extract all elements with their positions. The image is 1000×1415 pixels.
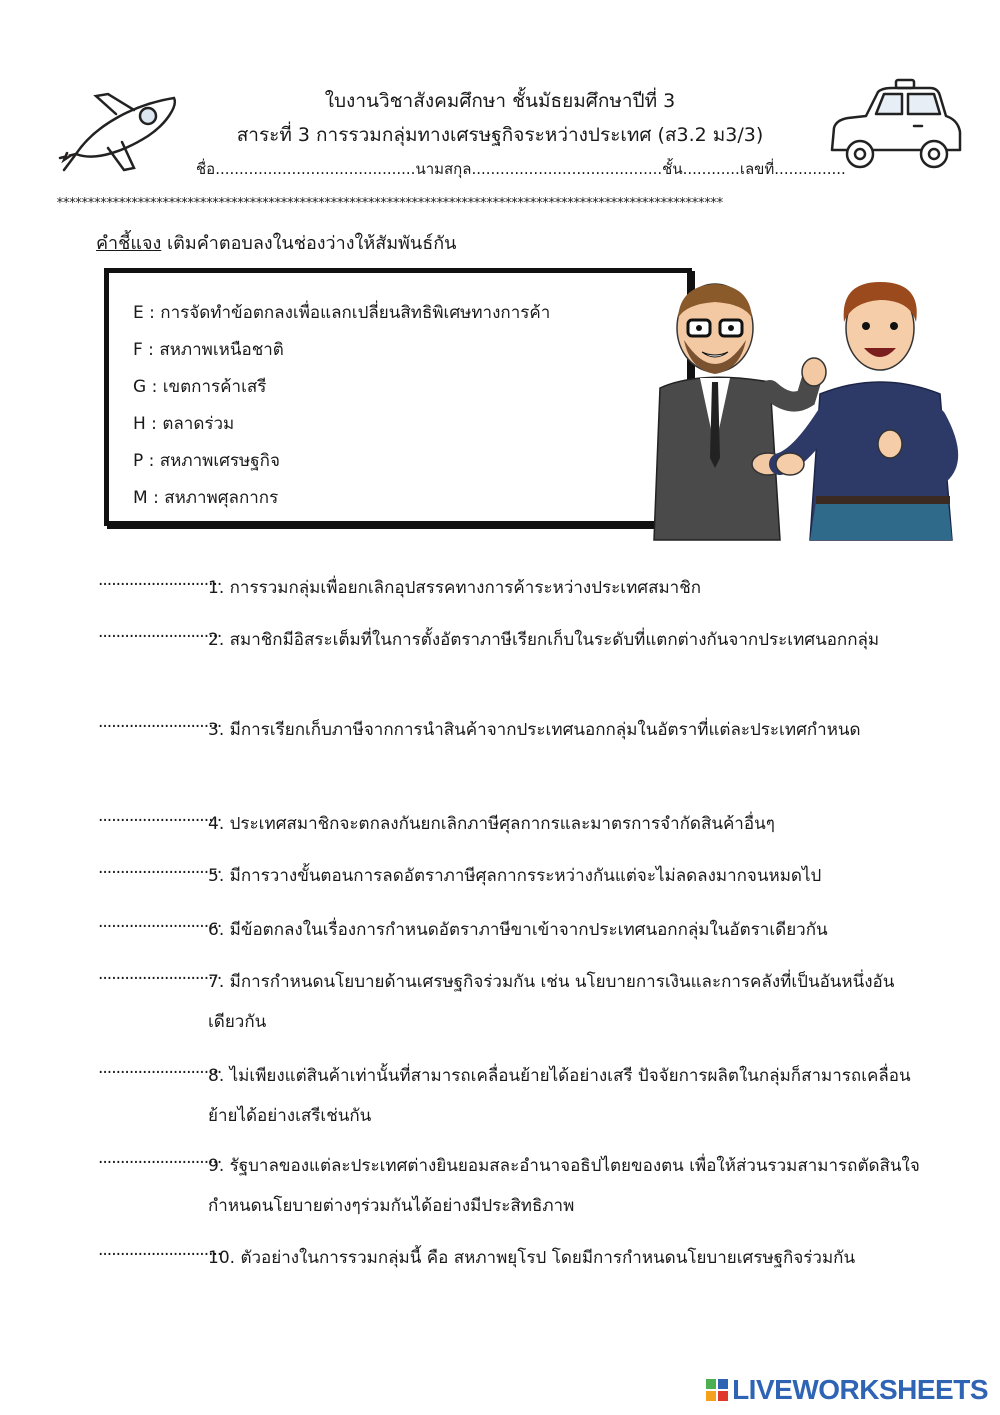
question-9-text: 9. รัฐบาลของแต่ละประเทศต่างยินยอมสละอำนาจอธิปไตยของตน เพื่อให้ส่วนรวมสามารถตัดสินใจกำหนดนโยบายต่างๆร่วมกันได้อย่างมีประสิทธิภาพ <box>208 1156 920 1216</box>
option-e: E : การจัดทำข้อตกลงเพื่อแลกเปลี่ยนสิทธิพิเศษทางการค้า <box>133 303 551 323</box>
question-4-text: 4. ประเทศสมาชิกจะตกลงกันยกเลิกภาษีศุลกากรและมาตรการจำกัดสินค้าอื่นๆ <box>208 814 775 834</box>
separator-line: *********************************************************************************************************** <box>56 196 723 211</box>
question-10-text: 10. ตัวอย่างในการรวมกลุ่มนี้ คือ สหภาพยุโรป โดยมีการกำหนดนโยบายเศรษฐกิจร่วมกัน <box>208 1248 856 1268</box>
liveworksheets-logo-text: LIVEWORKSHEETS <box>732 1374 988 1405</box>
answer-blank-7[interactable]: ............................ <box>98 964 222 984</box>
worksheet-title: ใบงานวิชาสังคมศึกษา ชั้นมัธยมศึกษาปีที่ 3 <box>324 90 676 112</box>
liveworksheets-logo-icon <box>706 1379 728 1401</box>
answer-blank-9[interactable]: ............................ <box>98 1148 222 1168</box>
question-8-text: 8. ไม่เพียงแต่สินค้าเท่านั้นที่สามารถเคลื่อนย้ายได้อย่างเสรี ปัจจัยการผลิตในกลุ่มก็สามารถเคลื่อนย้ายได้อย่างเสรีเช่นกัน <box>208 1066 911 1126</box>
answer-blank-4[interactable]: ............................ <box>98 806 222 826</box>
instructions-text: เติมคำตอบลงในช่องว่างให้สัมพันธ์กัน <box>161 233 457 254</box>
answer-blank-10[interactable]: ............................ <box>98 1240 222 1260</box>
question-7-text: 7. มีการกำหนดนโยบายด้านเศรษฐกิจร่วมกัน เช่น นโยบายการเงินและการคลังที่เป็นอันหนึ่งอันเดียวกัน <box>208 972 895 1032</box>
option-f: F : สหภาพเหนือชาติ <box>133 340 284 360</box>
question-5-text: 5. มีการวางขั้นตอนการลดอัตราภาษีศุลกากรระหว่างกันแต่จะไม่ลดลงมากจนหมดไป <box>208 866 822 886</box>
worksheet-subtitle: สาระที่ 3 การรวมกลุ่มทางเศรษฐกิจระหว่างประเทศ (ส3.2 ม3/3) <box>236 124 764 146</box>
option-h: H : ตลาดร่วม <box>133 414 235 434</box>
option-g: G : เขตการค้าเสรี <box>133 377 267 397</box>
handshake-illustration <box>640 278 970 540</box>
answer-blank-5[interactable]: ............................ <box>98 858 222 878</box>
question-3-text: 3. มีการเรียกเก็บภาษีจากการนำสินค้าจากประเทศนอกกลุ่มในอัตราที่แต่ละประเทศกำหนด <box>208 720 861 740</box>
answer-options-box <box>104 268 692 526</box>
answer-blank-2[interactable]: ............................ <box>98 622 222 642</box>
answer-blank-6[interactable]: ............................ <box>98 912 222 932</box>
question-1-text: 1. การรวมกลุ่มเพื่อยกเลิกอุปสรรคทางการค้าระหว่างประเทศสมาชิก <box>208 578 702 598</box>
liveworksheets-logo[interactable] <box>706 1374 988 1406</box>
answer-blank-8[interactable]: ............................ <box>98 1058 222 1078</box>
answer-blank-3[interactable]: ............................ <box>98 712 222 732</box>
instructions <box>96 228 456 257</box>
question-2-text: 2. สมาชิกมีอิสระเต็มที่ในการตั้งอัตราภาษีเรียกเก็บในระดับที่แตกต่างกันจากประเทศนอกกลุ่ม <box>208 630 880 650</box>
answer-blank-1[interactable]: ............................ <box>98 570 222 590</box>
option-p: P : สหภาพเศรษฐกิจ <box>133 451 280 471</box>
question-6-text: 6. มีข้อตกลงในเรื่องการกำหนดอัตราภาษีขาเข้าจากประเทศนอกกลุ่มในอัตราเดียวกัน <box>208 920 828 940</box>
instructions-label: คำชี้แจง <box>96 233 162 254</box>
option-m: M : สหภาพศุลกากร <box>133 488 279 508</box>
student-info-line: ชื่อ..........................................นามสกุล........................................ชั้น............เลขที่............... <box>196 160 846 178</box>
